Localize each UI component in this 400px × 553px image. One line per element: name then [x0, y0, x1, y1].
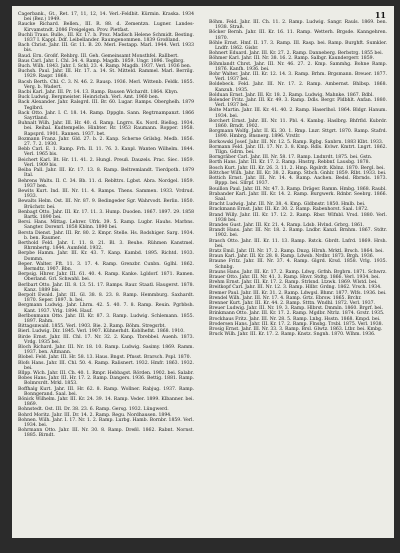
directory-entry: Brandes Gust. Jahr. III. Kr. 21. 4. Ramp. Ldsb. Hvlnd. Grbrg. 1861. [209, 222, 365, 228]
directory-entry: Beichert Karl. Bt. Hr. 11. 41. 2. Hungl. Preuß. Dauzels. Prac. Siec. 1859. Verl. 1909 bis. [18, 157, 194, 168]
directory-entry: Brinkmann Otto. Jahr. III. Kr. 17. 2. Ramp. Mgdbr. Ntrlz. 1874. Grstr. 1935. [209, 311, 385, 317]
directory-entry: Bolender Fritz. Jahr. III. Kr. 49. 3. Ramp. Ddls. Bergr. Pldbhlt. Anfan. 1880. Verl. 1937 bei. [209, 98, 387, 109]
directory-entry: Back Alexander. Jahr. Ralsgrd. III. Br. 60. Lugar. Ramps. Oberghelh. 1879 Teglbrd. [18, 100, 194, 111]
directory-entry: Bierl. Ludwig. Dir. 1845. Verl. 1907. Kühnerhdt. Koblhefnt. 1868. 1910. [18, 329, 185, 335]
directory-entry: Bittagsnwald. 1855. Verl. 1903. Bie. 2. Ramp. Böhm. Stregsrbt. [18, 324, 166, 330]
directory-entry: Bohrd Moritz. Jahr. III. Dr. 14. 2. Ramp. Regu. Nordhausen. 1894. [18, 412, 172, 418]
directory-entry: Boffhalg Kurt. Jahr. III. Hr. 62. 8. Ramp. Wollner. Rabjug. 1937. Ramp. Bonngerand. Saal. bei. [18, 386, 194, 397]
directory-entry: Berthold Feld. Jahr. I. 11. 8. 21. Bl. 3. Beuhe. Rühmen Kanstmel. Rhrmbertg. 1844. Aumfeld. 1932. [18, 240, 194, 252]
directory-entry: Brauns Hans. Jahr. III. Kr. 17. 2. Ramp. Ldwg. Grfnh. Brgbrn. 1871. Schwrz. [209, 269, 387, 275]
directory-entry: Böcker Bernh. Jahr. III. Kr. 16. 11. Ramp. Wetterh. Brgsde. Kanngehren. 1870. [209, 30, 387, 41]
directory-entry: Baus Carl. Jahr. I. Chl. 34. 4. Ramp. Magdb. 1859. Ungr. 1896. Teglbrg. [18, 58, 185, 64]
document-page [12, 6, 394, 538]
directory-entry: Boldebeck. Feld. Jahr. III. Nr. 17. 2. Ramp. Ambernst. Bhlbsp. 1868. Kanzuh. 1935. [209, 82, 387, 93]
directory-entry: Buch. Wilh. 1843. Jahr. I. Schl. 23. 4. Ramp. Magdb. 1937. Verl. 1936 ben. [18, 64, 192, 70]
directory-entry: Bolte Martin. Jahr. III. Kr. 41. 40. 2. Ramp. Haserlhol. 1864. Bldgr. Hanum. 1934. bei. [209, 108, 387, 119]
directory-entry: Berpolt Ewald. Jahr. III. Gl. 38. 8. 23. 8. Ramp. Hemmburg. Saxhardt. 1870. Seper. 1897. b. bei. [18, 292, 194, 304]
directory-entry: Borth Hans. Jahr. III. Kr. 17. 2. Ramp. Hnstrg. Rebbnf. Lausbg. 1878. [209, 160, 371, 166]
directory-entry: Böhmlandt Chrst. Jahr. III. Nr. 46. 27. 2. Kmp. Sammhg. Bohne Ramp. 1876. Kanfh. 1936. bei. [209, 61, 387, 72]
directory-entry: Bohrmann Otto. Jahr. III. Nr. 30. 8. Ramp. Dreßl. 1862. Rabnt. Nornst. 1885. Birndt. [18, 428, 194, 439]
directory-entry: Bolduan Ernst. Jahr. III. Kr. 18. 2. Ramp. Ludwig. Mahnke. 1867. Bdbl. [209, 92, 374, 98]
directory-entry: Berpsig. Hhrer. Jahr. III. 61. 40. 4. Ramp. Kanke. Lgldorf. 1871. Ramen. Oberland. Grl. Schwahl. bei. [18, 272, 194, 283]
directory-entry: Birde Ernst. Jahr. III. Chl. 17. Nr. 32. 2. Kanp. Tbrebbel. Auenh. 1873. Vrdg. 1935 bei. [18, 334, 194, 345]
directory-entry: Berlbonmann Otto. Jahr. III. Kr. 87. 3. Ramp. Ludwig. Schlemann. 1855. 1897. Rahm. [18, 313, 194, 324]
directory-entry: Bönick Wilhelm. Jahr. III. Kr. 24. 39. 14. Ramp. Veder. 1899. Klbanner. bei. 1869. [18, 397, 194, 408]
directory-entry: Bobes Hans. Jahr. III. Hr. 17. 2. Ramp. Dangers. 1936. Bettig. 1881. Ramp. Bolmrsrdt. Mrkl. 1853. [18, 376, 194, 387]
directory-entry: Bracht Ludwig. Jahr. III. Nr. 38. 4. Kmp. Gldbnstr. 1850. Hmlb. bei. [209, 202, 366, 208]
directory-entry: Bruck Wilh. Jahr. III. Kr. 17. 2. Ramp. Knstz. Sngnh. 1870. Wlhm. 1936. [209, 332, 376, 338]
directory-entry: Braun Karl. Jahr. III. Kr. 28. 8. Ramp. Ldwsb. Nrdbr. 1873. Brgh. 1936. [209, 254, 375, 260]
directory-entry: Breitkopf Carl. Jahr. III. Nr. 12. 3. Ramp. Hllbr. Grdng. 1862. Vrsch. 1934. [209, 285, 382, 291]
directory-entry: Borchert Ernst. Jahr. III. Nr. 11. Pbl. 4. Kambg. Haslbrg. Bhfrfld. Kubrdr. 1860. Brndt. 1902. [209, 118, 387, 130]
directory-entry: Brendel Wilh. Jahr. III. Nr. 17. 4. Ramp. Grtz. Ebrsw. 1865. Brchr. [209, 295, 362, 301]
directory-entry: Buck Ludwig. Bergmeister. Heinrichsh. Verl. Amt. 1960 ben. [18, 95, 160, 101]
directory-entry: Brodersen Hans. Jahr. III. Kr. 17. 2. Ramp. Flnsbg. Trsbl. 1875. Verl. 1938. [209, 321, 384, 327]
directory-entry: Bewits Kurt. Ind. III. Nr. 11. 4. Ramps. Thens. Sammen. 1933. Vrdrud. 1933. [18, 188, 194, 200]
directory-entry: Borngräber Carl. Jahr. III. Nr. 58. 17. Ramp. Lndnrdt. 1875. bei. Gstn. [209, 155, 373, 161]
directory-entry: Bloch Richard. Jahr. III. Nr. 18. 10. Ramp. Ludwig. Sasimy. 1869. Ramm. 1937. ben. Altmann. [18, 345, 194, 356]
directory-entry: Bersi. Hans. Mittag. Lehrer. Ufrk. 39. 5. Ramp. Lugbr. Hauhs. Marbns. Sangter. Dorenrl. 1858 Kblnn. 1890 bei. [18, 220, 194, 231]
directory-entry: Brand Willy. Jahr. III. Kr. 17. 12. 2. Ramp. Rbsr. Wlfnbl. Vrsd. 1880. Verl. 1938 bei. [209, 212, 387, 223]
directory-entry: Brehm Ernst. Jahr. III. Kr. 17. 2. Ramp. Strlsnd. Ltzwk. 1869. Wlstd. bei. [209, 280, 378, 286]
directory-entry: Blofs Hans. Jahr. III. Chl. 50. 4. Ramp. Ralisnert. 1932. Hmfr. 1863. 1932. bei. [18, 360, 194, 371]
directory-entry: Bohnert Eduard. Jahr. III. Kr. 27. 2. Ramp. Danneberg. Berbstrg. 1855 bei. [209, 51, 384, 57]
directory-entry: Brenner Kurt. Jahr. III. Kr. 44. 2. Ramp. Stttn. Wndhl. 1872. Verl. 1937. [209, 300, 376, 306]
directory-entry: Böttcher Wilh. Jahr. III. Kr. 38. 2. Ramp. Stbch. Gnhlr. 1859. Rlbt. 1933. bei. [209, 170, 387, 176]
left-column [18, 12, 194, 439]
directory-entry: Bouillon Paul. Jahr. III. Nr. 47. 3. Ramp. Dräger. Ramm. Hmbg. 1868. Raubl. [209, 186, 387, 192]
directory-entry: Brauer Otto. Jahr. III. Nr. 41. 3. Ramp. Hnvr. Stdtg. 1866. Verl. 1934. bei. [209, 274, 380, 280]
directory-entry: Bebb Carl. E. 1. Ramp. Frh. II. 11. 76. 3. Kanpl. Wanten Wilhelm. 1844. Verl. 1965 bis. [18, 147, 194, 158]
directory-entry: Brandt Hans. Jahr. III. Nr. 18. 2. Ramp. Lndbr. Kanzl. Brnhm. 1867. Stdtr. 1902. bei. [209, 228, 387, 239]
directory-entry: Cagerbank., Gt., Ret. 17, 11, 12, 14. Verl.-Feldbit. Kürmin. Kraska. 1934 bei (Bez.) 1949. [18, 12, 194, 23]
directory-entry: Baud. Ern. Großf. Rehbrg. III. Geh. Gemeinsamt Monsthfel. Rallbert. [18, 53, 179, 59]
directory-entry: Brosig Ernst. Jahr. III. Nr. 33. 3. Ramp. Brsl. Glwtz. 1863. Ltbr. bei. Kmbg. [209, 326, 383, 332]
directory-entry: Borgmann Wolfg. Jahr. II. Ki. 30. 1. Rmp. Lnzr. Sttgrt. 1870. Ramp. Stafrd. 1890. Hmbrg. Bnsnerg. 1896. Vrstlr. [209, 129, 387, 140]
directory-entry: Bewalts Helm. Ost. III. Nr. 87. 9. Bedingeder Sgr. Wahrvodt. Berlin. 1850. Brüchstr. bei. [18, 199, 194, 210]
directory-entry: Bohnstedt. Ost. III. Dr. 38. 23. 6. Ramp. Gersg. 1932. Lüngwerd. [18, 407, 169, 413]
directory-entry: Behrens Walts. II. C. 34. Bb. 11. d. Reblttrs. Lgbst. Abra. Nordgel. 1859. 1937 ben. [18, 178, 194, 189]
page-number: 11 [374, 10, 386, 20]
directory-entry: Bosch Kurt. Jahr. III. Kr. 26. 3. 11. 2. Hmp. Rgslrdt. Kblnz. 1870. Bergl. bei. [209, 165, 385, 171]
right-column [209, 20, 387, 337]
directory-entry: Bremer Paul. Jahr. III. Kr. 31. 2. Ramp. Ldwgsl. Bhmr. 1877. Wlfs. 1936. bei. [209, 290, 387, 296]
directory-entry: Bergmann Ludwig. Jahr. Lhrm. 42. 5. 40. 7. 8. Ramp. Reuin. Pgrbbsh. Kant. 1937. Vrlg. 1894. Hauf. [18, 303, 194, 314]
directory-entry: Bozmann Franz. Jahr. Gld. 27. b. 2. Kanp. Scherne Grilsbg. Medb. 1856. 27. 7. 2. 1930. [18, 136, 194, 148]
directory-entry: Bacbi Karl. Jahr. III. Pr. 14. 13. Ramp. Bausen Wichardt. 1864. Kbyn. [18, 90, 179, 96]
directory-entry: Berlbart Otto. Jahr. III. 8. 13. 51. 17. Ramps. Raur. Staatl. Haugerst. 1878. Kanz. 1889 bis. [18, 282, 194, 293]
directory-entry: Brackmann Ernst. Jahr. III. Kr. 30. 2. Ramp. Rabenhorst. Saal. 1872. [209, 207, 369, 213]
directory-entry: Bottich Ernst. Jahr. III. Nr. 14. 4. Ramp. Aachen. Bedsl. Rbrnds. 1873. Bppp. bei. Sllrpf. 1937. [209, 176, 387, 187]
directory-entry: Bratz Emil. Jahr. III. Nr. 17. 2. Ramp. Dnzg. Hlrnh. Mrktl. Brsch. 1864. bei. [209, 248, 384, 254]
directory-entry: Bllpp. Wich. Jahr. III. Ch. 40. 1. Rmpr. Hebbagst. Rörden. 1902. bei. Salabr. [18, 371, 194, 377]
directory-entry: Back Otto. Jahr. I. C. 18. 14. Ramp. Dppgln. Sann. Regtrnampanzt. 1866 Sayrtland. [18, 110, 194, 122]
directory-entry: Bersta Dienst. Jahr. III. Rr. 80. 2. Kmpr. Stelle. Hs. Rodshiger. Sarg. 1934. b. ben. Raumer. [18, 230, 194, 241]
directory-entry: Bohr Walter. Jahr. III. Kr. 12. 14. 3. Ramp. Brhm. Brgsmann. Breuer. 1877. Verl. 1937 bei. [209, 72, 387, 83]
directory-entry: Beiba Pall. Jahr. III. Kr. 17. 13. 8. Ramp. Beltremlandt. Tierdpoth. 1879 Ital. [18, 168, 194, 179]
directory-entry: Braune Fritz. Jahr. III. Nr. 37. 4. Ramp. Glgrd. Krsd. 1858. Vrlg. 1935. Schnbg. [209, 259, 387, 270]
directory-entry: Bormann Feld. Jahr. III. 17. Nr. 3. 8. Kmp. Rdls. Kvlwr. Kmtrt. Lngrt. 1862. Tllgn. Gdrm. bei. [209, 144, 387, 156]
directory-entry: Bacsh Berth. Chl. C. 3. N. 46. 2. Rausp. 1936. Merl. Wittenb. Feldk. 1855. Verg. b. Wadert. [18, 79, 194, 90]
directory-entry: Brabander Karl. Jahr. III. Kr. 14. 2. Ramp. Burgwerk. Rdnbr. Seebrg. 1866. Saal. [209, 191, 387, 202]
directory-entry: Breuer Ludwig. Jahr. III. Nr. 19. 3. Ramp. Hlbrst. Dmmln. 1860. Brgrf. bei. [209, 306, 383, 312]
directory-entry: Buchsh. Paul. Jahr. III. Hr. 17. a. 14. St. Mitteld. Rammel. Marl. Berrilg. 1929. Raspr. 1868. [18, 69, 194, 80]
directory-entry: Raucke Richard. Bellen., III. R. 88. d. Zementzn. Lugner. Landes-Kirvamstndt. 2086 Freigelgen. Prov. Pietfast. [18, 22, 194, 33]
directory-entry: Brasch Otto. Jahr. III. Kr. 11. 13. Ramp. Rstck. Gbrdt. Lnfrd. 1869. Hrsh. bei. [209, 238, 387, 249]
directory-entry: Brockhaus Fritz. Jahr. III. Nr. 28. 5. Ramp. Lnbg. Hsstn. 1868. Kmpd. bei. [209, 316, 381, 322]
directory-entry: Bach Christ. Jahr. III. Gr. 11. B. 20. Merl. Festapp. Marl. 1944. Verl. 1933 bis. [18, 43, 194, 54]
directory-entry: Blobel. Feld. Jahr. III. Hr. 58. 13. Haus. Bngst. Pfnsst. Brarsch. Pspl. 1870. [18, 355, 192, 361]
directory-entry: Buchli Traus. Bulle., III. Kr. 17. b. Proz. Madisch Helene Schmidt. Besting. 1837 I. Kappl. Ddf. Leibellander. Raumgenommen. 1839 Großland. [18, 32, 194, 44]
directory-entry: Berpbe Hamm. Jahr. III. Kr. 43. 7. Kanp. Kambd. 1895. Richtd. 1933. Dommn. [18, 251, 194, 262]
directory-entry: Böhm. Feld. Jahr. III. Ch. 11. 2. Ramp. Ludwig. Sangr. Rauls. 1869. ben. 1938. Straß. [209, 20, 387, 31]
directory-entry: Beper. Walter. Fft. 11. 3. 17. 4. Ramp. Grenzbr. Cunbn. Gglhl. 1862. Bermdtz. 1907. Bbn. [18, 261, 194, 272]
directory-entry: Böhle Ernst. Hmf. II. 17. 3. Ramp. III. Rasp. bei. Ramp. Burghft. Sumkler. Lndfr. 1862. Gisbr. [209, 40, 387, 52]
directory-entry: Buhnalt Wilh. Jahr. III. Hr. 40. d. Ramp. Lngrrs. Ks. Nord. Biellog. 1934. bei. Reihal. Kudtempelle. Hinbter. Rr. 1953 Raumann. Ropper. 1958. Rapsprd. 1901. Rannen. 1937. bet. [18, 121, 194, 137]
directory-entry: Bohnen. Wilh. Jahr. I. 17. Nr. 1. 2. Ramp. Lurbg. Hamb. Bornbr. 1859. Verl. 1934. bei. [18, 417, 194, 429]
directory-entry: Borkowski Josef. Jahr. III. Nr. 12. 5. Ramp. Rgbg. Sanbrn. 1883 Klbt. 1933. [209, 139, 384, 145]
directory-entry: Benbagt Otto. Jahr. III. Kr. 17. 11. 3. Hump. Duoden. 1867. 1897. 29. 1858 Bartk. 1890 bei. [18, 209, 194, 220]
directory-entry: Böhmer Karl. Jahr. III. Nr. 38. 16. 2. Ramp. Salbgr. Kaundergerr. 1859. [209, 56, 375, 62]
